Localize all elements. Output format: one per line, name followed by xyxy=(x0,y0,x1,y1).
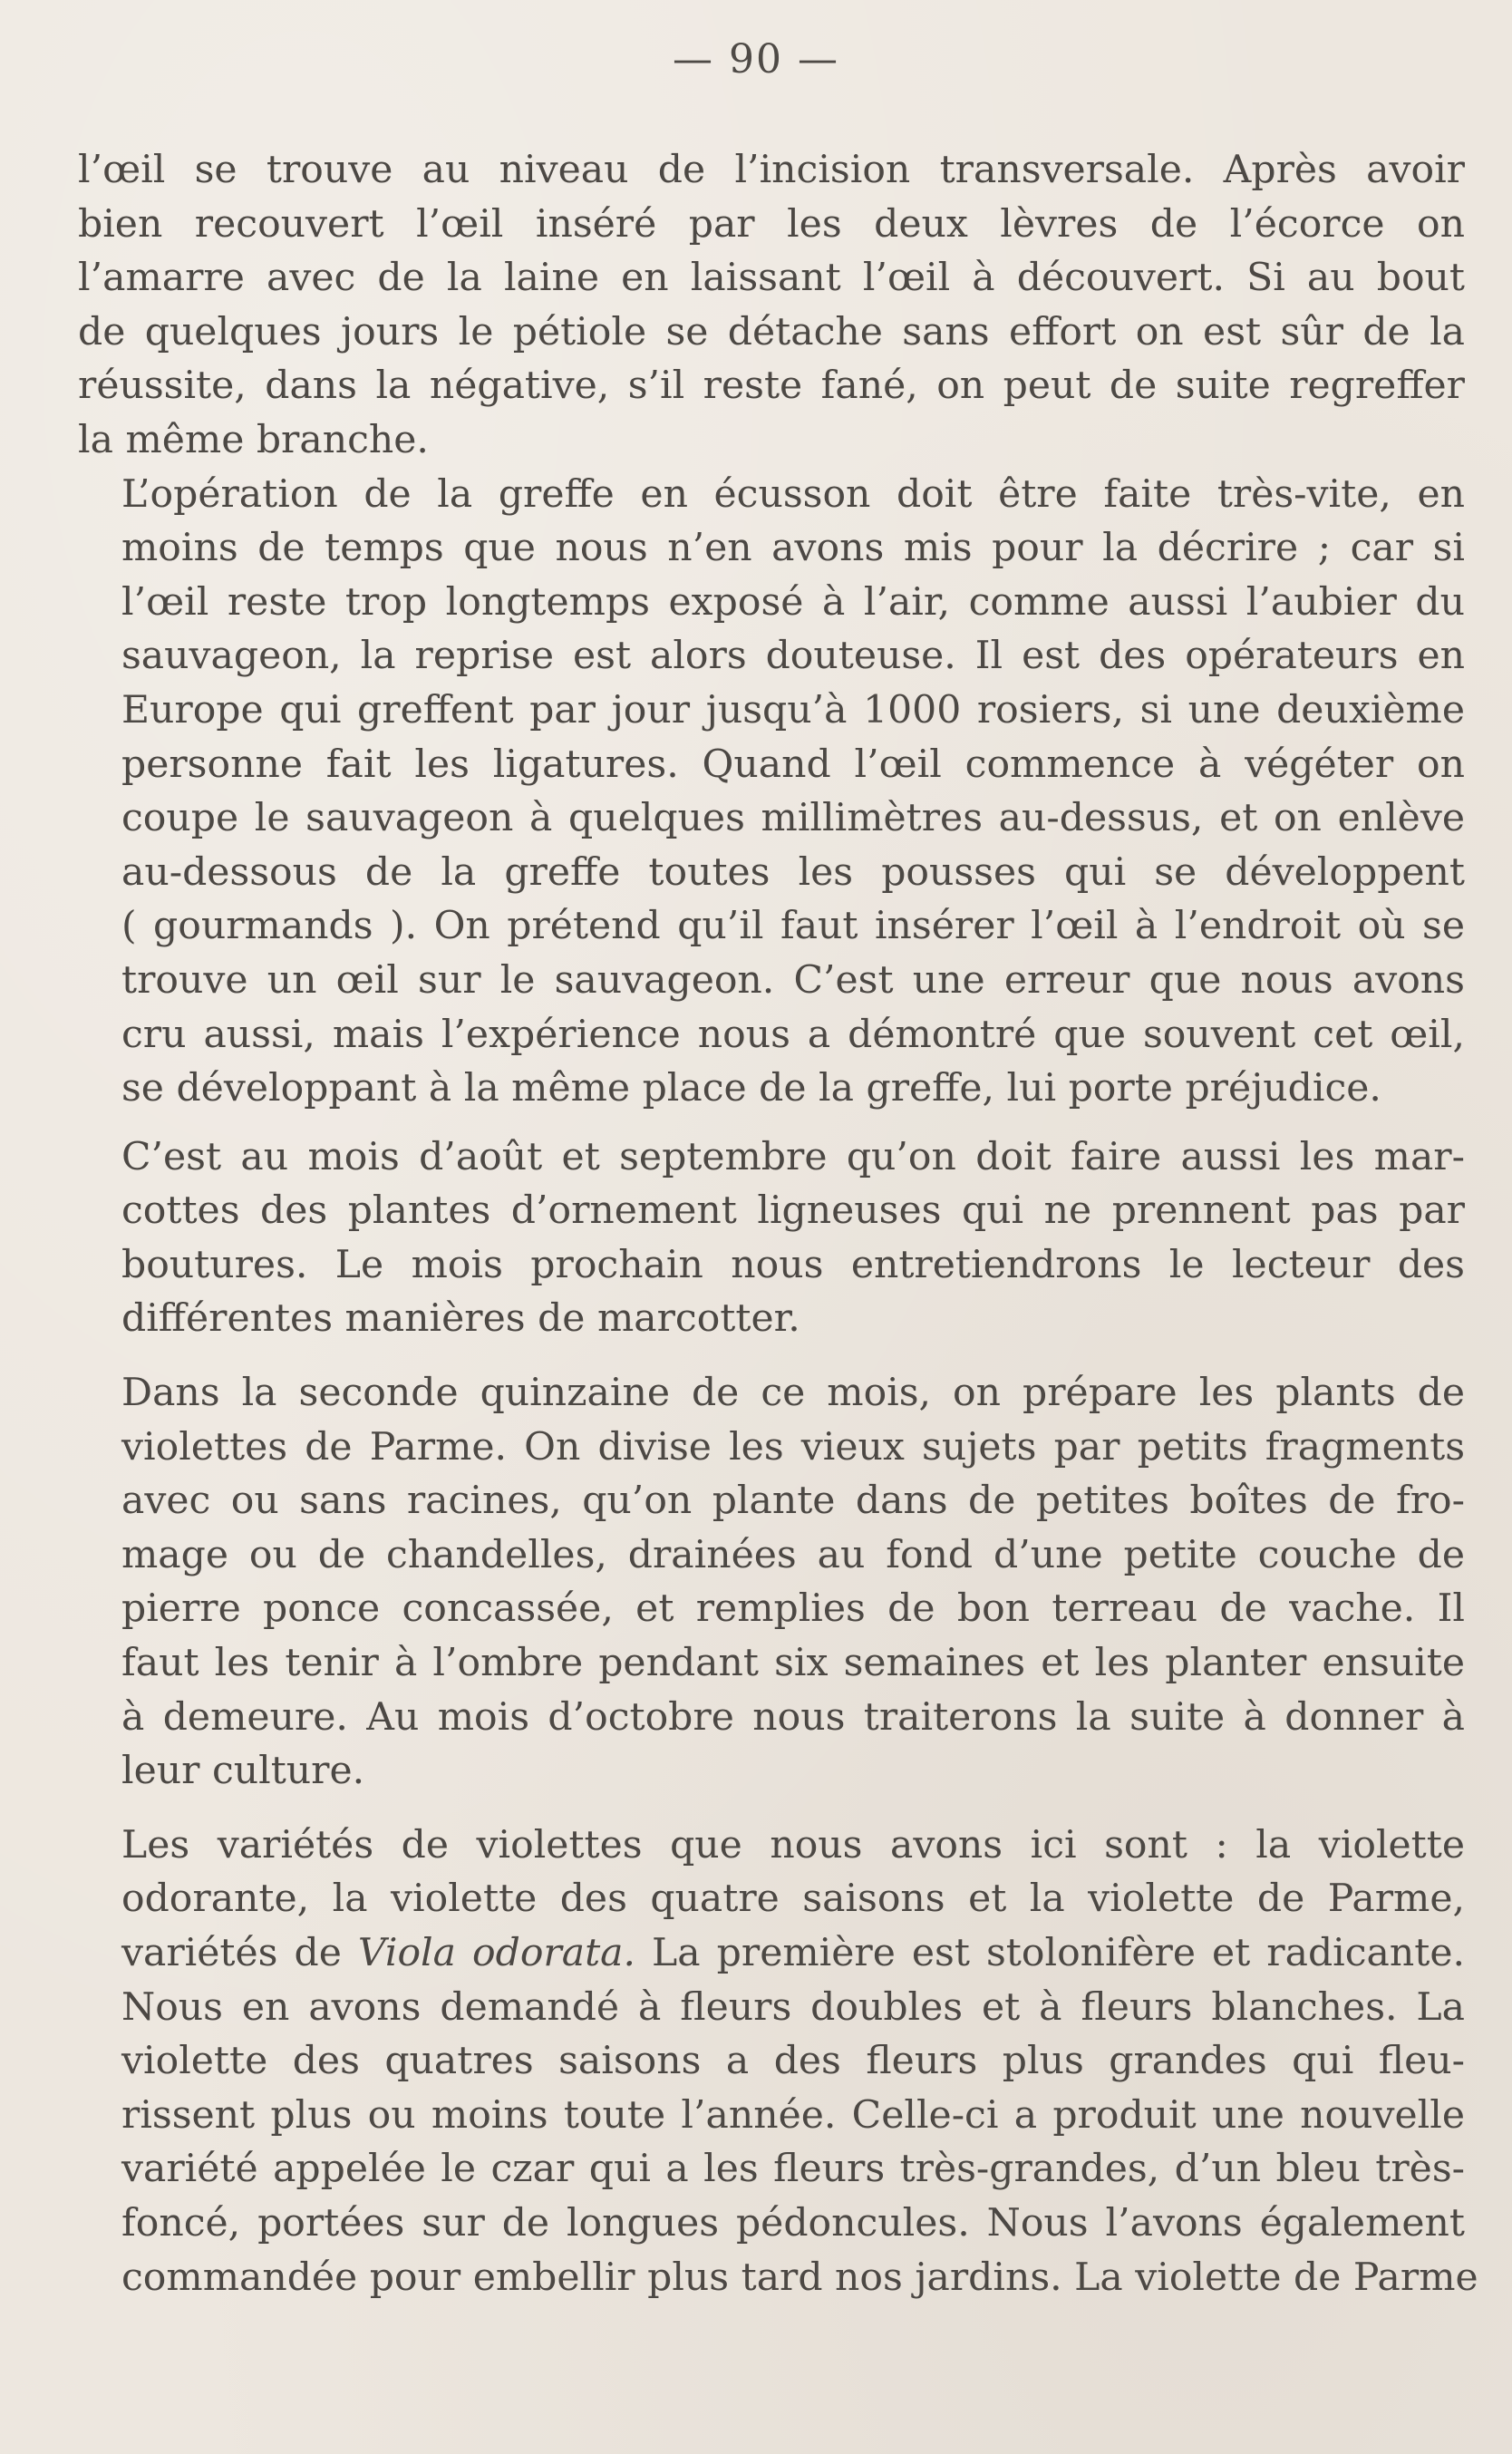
text-line: coupe le sauvageon à quelques millimètres au-dessus, et on enlève xyxy=(121,796,1465,841)
text-line: mage ou de chandelles, drainées au fond d’une petite couche de xyxy=(121,1532,1465,1577)
text-line: bien recouvert l’œil inséré par les deux lèvres de l’écorce on xyxy=(78,201,1465,247)
text-line: rissent plus ou moins toute l’année. Celle-ci a produit une nouvelle xyxy=(121,2092,1465,2138)
text-line-with-italic xyxy=(78,1926,1465,1981)
body-text xyxy=(78,143,1478,2304)
text-line: C’est au mois d’août et septembre qu’on doit faire aussi les mar- xyxy=(121,1134,1465,1179)
italic-species-name: Viola odorata. xyxy=(357,1931,635,1975)
text-line: l’amarre avec de la laine en laissant l’œil à découvert. Si au bout xyxy=(78,256,1465,301)
text-line: différentes manières de marcotter. xyxy=(121,1296,800,1342)
text-line: violettes de Parme. On divise les vieux sujets par petits fragments xyxy=(121,1424,1465,1469)
text-line: leur culture. xyxy=(121,1749,365,1794)
text-line: Dans la seconde quinzaine de ce mois, on prépare les plants de xyxy=(121,1371,1465,1416)
text-line: L’opération de la greffe en écusson doit être faite très-vite, en xyxy=(121,471,1465,517)
text-line: odorante, la violette des quatre saisons et la violette de Parme, xyxy=(121,1877,1465,1922)
text-line: variété appelée le czar qui a les fleurs très-grandes, d’un bleu très- xyxy=(121,2147,1465,2192)
text-line: l’œil se trouve au niveau de l’incision transversale. Après avoir xyxy=(78,148,1465,192)
text-line: personne fait les ligatures. Quand l’œil commence à végéter on xyxy=(121,742,1465,787)
paragraph-5 xyxy=(78,1819,1478,2304)
text-line: commandée pour embellir plus tard nos jardins. La violette de Parme xyxy=(121,2255,1478,2300)
text-line: ( gourmands ). On prétend qu’il faut insérer l’œil à l’endroit où se xyxy=(121,904,1465,949)
text-line: sauvageon, la reprise est alors douteuse. Il est des opérateurs en xyxy=(121,634,1465,679)
text-line: au-dessous de la greffe toutes les pousses qui se développent xyxy=(121,849,1465,895)
text-line: pierre ponce concassée, et remplies de bon terreau de vache. Il xyxy=(121,1586,1465,1632)
text-line: violette des quatres saisons a des fleurs plus grandes qui fleu- xyxy=(121,2039,1465,2084)
text-fragment: La première est stolonifère et radicante. xyxy=(635,1931,1466,1975)
text-line: la même branche. xyxy=(78,417,429,462)
text-line: avec ou sans racines, qu’on plante dans de petites boîtes de fro- xyxy=(121,1479,1465,1524)
text-line: moins de temps que nous n’en avons mis pour la décrire ; car si xyxy=(121,526,1465,571)
text-line: de quelques jours le pétiole se détache sans effort on est sûr de la xyxy=(78,309,1465,354)
text-line: à demeure. Au mois d’octobre nous traiterons la suite à donner à xyxy=(121,1694,1465,1740)
text-line: réussite, dans la négative, s’il reste fané, on peut de suite regreffer xyxy=(78,364,1465,409)
text-line: faut les tenir à l’ombre pendant six semaines et les planter ensuite xyxy=(121,1641,1465,1686)
text-line: trouve un œil sur le sauvageon. C’est une erreur que nous avons xyxy=(121,957,1465,1003)
text-line: boutures. Le mois prochain nous entretiendrons le lecteur des xyxy=(121,1242,1465,1287)
text-line: Europe qui greffent par jour jusqu’à 1000 rosiers, si une deuxième xyxy=(121,687,1465,732)
text-fragment: variétés de xyxy=(121,1931,358,1975)
paragraph-1 xyxy=(78,143,1465,468)
text-line: se développant à la même place de la greffe, lui porte préjudice. xyxy=(121,1066,1381,1111)
paragraph-3 xyxy=(78,1130,1465,1346)
text-line: Les variétés de violettes que nous avons ici sont : la violette xyxy=(121,1822,1465,1867)
text-line: cottes des plantes d’ornement ligneuses qui ne prennent pas par xyxy=(121,1188,1465,1234)
text-line: foncé, portées sur de longues pédoncules. Nous l’avons également xyxy=(121,2200,1465,2245)
paragraph-2 xyxy=(78,468,1465,1116)
text-line: l’œil reste trop longtemps exposé à l’air, comme aussi l’aubier du xyxy=(121,579,1465,625)
page-number: — 90 — xyxy=(673,36,839,82)
paragraph-4 xyxy=(78,1366,1465,1799)
text-line: Nous en avons demandé à fleurs doubles et à fleurs blanches. La xyxy=(121,1984,1465,2030)
text-line: cru aussi, mais l’expérience nous a démontré que souvent cet œil, xyxy=(121,1012,1465,1057)
